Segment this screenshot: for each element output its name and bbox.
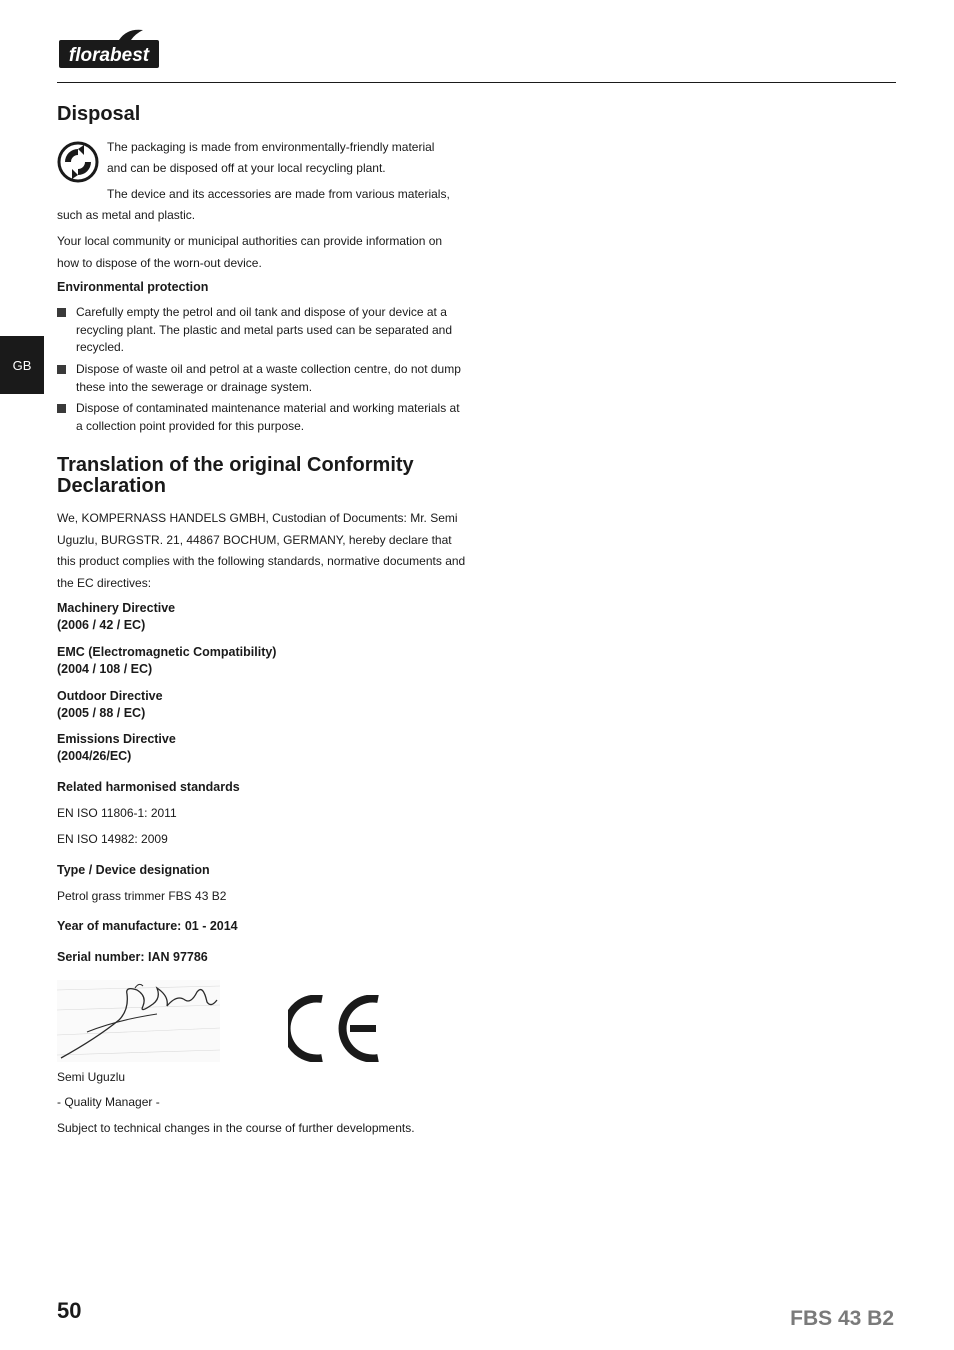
community-paragraph: Your local community or municipal authorities can provide information on how to dispose of the worn-out device.: [57, 234, 443, 270]
directive-code: (2005 / 88 / EC): [57, 706, 146, 720]
directive-name: EMC (Electromagnetic Compatibility): [57, 645, 277, 659]
technical-changes-note: Subject to technical changes in the course of further developments.: [57, 1121, 415, 1135]
bullet-text: Dispose of contaminated maintenance material and working materials at a collection point provided for this purpose.: [76, 401, 460, 433]
signer-name: Semi Uguzlu: [57, 1070, 126, 1084]
serial-number: Serial number: IAN 97786: [57, 950, 208, 964]
header-rule: [57, 82, 896, 83]
type-value: Petrol grass trimmer FBS 43 B2: [57, 889, 227, 903]
model-designation: FBS 43 B2: [790, 1307, 894, 1330]
directive-code: (2004/26/EC): [57, 749, 132, 763]
bullet-square-icon: [57, 365, 66, 374]
packaging-line-2: and can be disposed off at your local recycling plant.: [107, 161, 386, 175]
conformity-heading-line-1: Translation of the original Conformity: [57, 454, 414, 476]
directive-code: (2004 / 108 / EC): [57, 662, 153, 676]
bullet-text: Carefully empty the petrol and oil tank and dispose of your device at a recycling plant. The plastic and metal parts used can be separated and recycled.: [76, 305, 453, 354]
environmental-protection-heading: Environmental protection: [57, 280, 209, 294]
disposal-heading: Disposal: [57, 103, 141, 125]
packaging-line-1: The packaging is made from environmentally-friendly material: [107, 140, 435, 154]
green-dot-recycle-icon: [57, 141, 99, 183]
bullet-square-icon: [57, 404, 66, 413]
bullet-square-icon: [57, 308, 66, 317]
svg-text:florabest: florabest: [68, 45, 150, 66]
directive-name: Outdoor Directive: [57, 689, 163, 703]
directive-code: (2006 / 42 / EC): [57, 618, 146, 632]
device-line-1: The device and its accessories are made from various materials,: [107, 187, 450, 201]
signature-image: [57, 980, 220, 1062]
florabest-logo: [57, 28, 161, 70]
standards-heading: Related harmonised standards: [57, 780, 240, 794]
ce-mark-icon: [288, 995, 382, 1062]
device-line-2: such as metal and plastic.: [57, 208, 196, 222]
bullet-text: Dispose of waste oil and petrol at a waste collection centre, do not dump these into the sewerage or drainage system.: [76, 362, 461, 394]
directive-name: Emissions Directive: [57, 732, 176, 746]
standard-item: EN ISO 11806-1: 2011: [57, 806, 177, 820]
declaration-paragraph: We, KOMPERNASS HANDELS GMBH, Custodian of Documents: Mr. Semi Uguzlu, BURGSTR. 21, 44867 BOCHUM, GERMANY, hereby declare that this product complies with the following standards, normative documents and the EC directives:: [57, 511, 466, 590]
language-tab: GB: [0, 336, 44, 394]
year-of-manufacture: Year of manufacture: 01 - 2014: [57, 919, 238, 933]
directive-name: Machinery Directive: [57, 601, 176, 615]
conformity-heading-line-2: Declaration: [57, 475, 166, 497]
signer-role: - Quality Manager -: [57, 1095, 160, 1109]
type-heading: Type / Device designation: [57, 863, 210, 877]
page-number: 50: [57, 1298, 82, 1323]
standard-item: EN ISO 14982: 2009: [57, 832, 168, 846]
